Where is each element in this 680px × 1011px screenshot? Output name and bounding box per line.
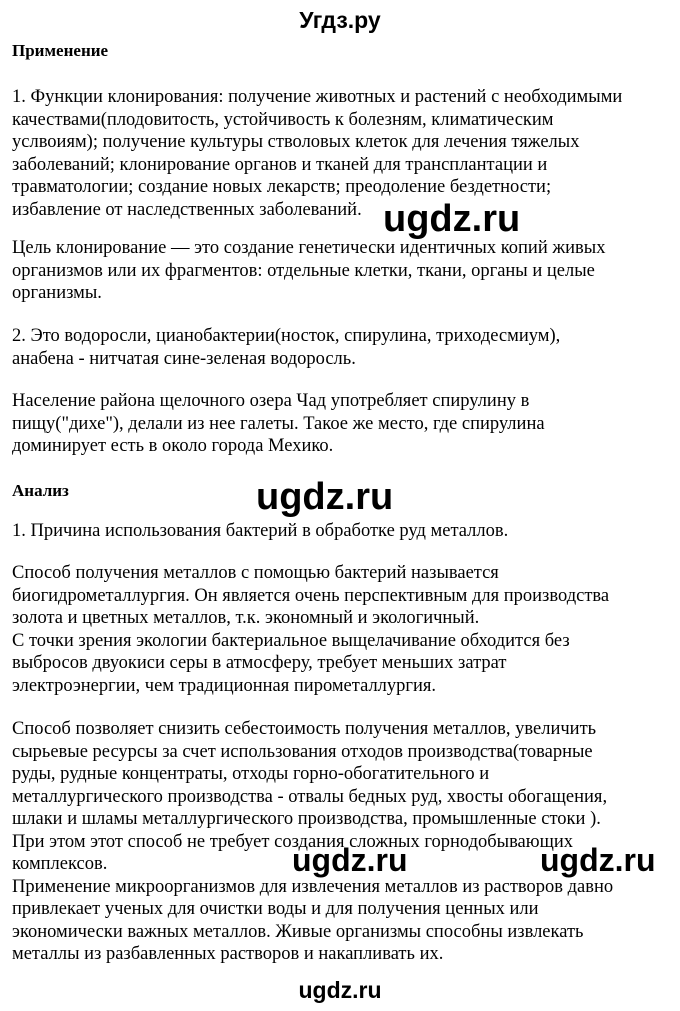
paragraph-cloning-functions: 1. Функции клонирования: получение животных и растений с необходимыми качествами(плодовитость, устойчивость к болезням, климатическим услвоиям); получение культуры стволовых клеток для лечения тяжелых заболеваний; клонирование органов и тканей для трансплантации и травматологии; создание новых лекарств; преодоление бездетности; избавление от наследственных заболеваний.	[12, 87, 623, 220]
paragraph-lake-chad: Население района щелочного озера Чад употребляет спирулину в пищу("дихе"), делали из нее галеты. Такое же место, где спирулина доминирует есть в около города Мехико.	[12, 391, 545, 456]
watermark-logo: ugdz.ru	[256, 476, 394, 518]
paragraph-cost-reduction: Способ позволяет снизить себестоимость получения металлов, увеличить сырьевые ресурсы за счет использования отходов производства(товарные руды, рудные концентраты, отходы горно-обогатительного и металлургического производства - отвалы бедных руд, хвосты обогащения, шлаки и шламы металлургического производства, промышленные стоки ). При этом этот способ не требует создания сложных горнодобывающих комплексов. Применение микроорганизмов для извлечения металлов из растворов давно привлекает ученых для очистки воды и для получения ценных или экономически важных металлов. Живые организмы способны извлекать металлы из разбавленных растворов и накапливать их.	[12, 719, 614, 964]
watermark-logo: ugdz.ru	[540, 842, 656, 878]
watermark-logo: ugdz.ru	[383, 198, 521, 240]
site-header-title: Угдз.ру	[299, 7, 381, 33]
watermark-logo: ugdz.ru	[292, 842, 408, 878]
section-heading-analiz: Анализ	[12, 481, 69, 500]
paragraph-cloning-goal: Цель клонирование — это создание генетически идентичных копий живых организмов или их фрагментов: отдельные клетки, ткани, органы и целые организмы.	[12, 238, 606, 303]
section-heading-primenenie: Применение	[12, 41, 109, 60]
paragraph-bacteria-reason: 1. Причина использования бактерий в обработке руд металлов.	[12, 521, 509, 541]
paragraph-algae-list: 2. Это водоросли, цианобактерии(носток, спирулина, триходесмиум), анабена - нитчатая сине-зеленая водоросль.	[12, 326, 561, 369]
paragraph-biohydrometallurgy: Способ получения металлов с помощью бактерий называется биогидрометаллургия. Он является очень перспективным для производства золота и цветных металлов, т.к. экономный и экологичный. С точки зрения экологии бактериальное выщелачивание обходится без выбросов двуокиси серы в атмосферу, требует меньших затрат электроэнергии, чем традиционная пирометаллургия.	[12, 563, 610, 696]
site-footer-text: ugdz.ru	[298, 977, 382, 1003]
